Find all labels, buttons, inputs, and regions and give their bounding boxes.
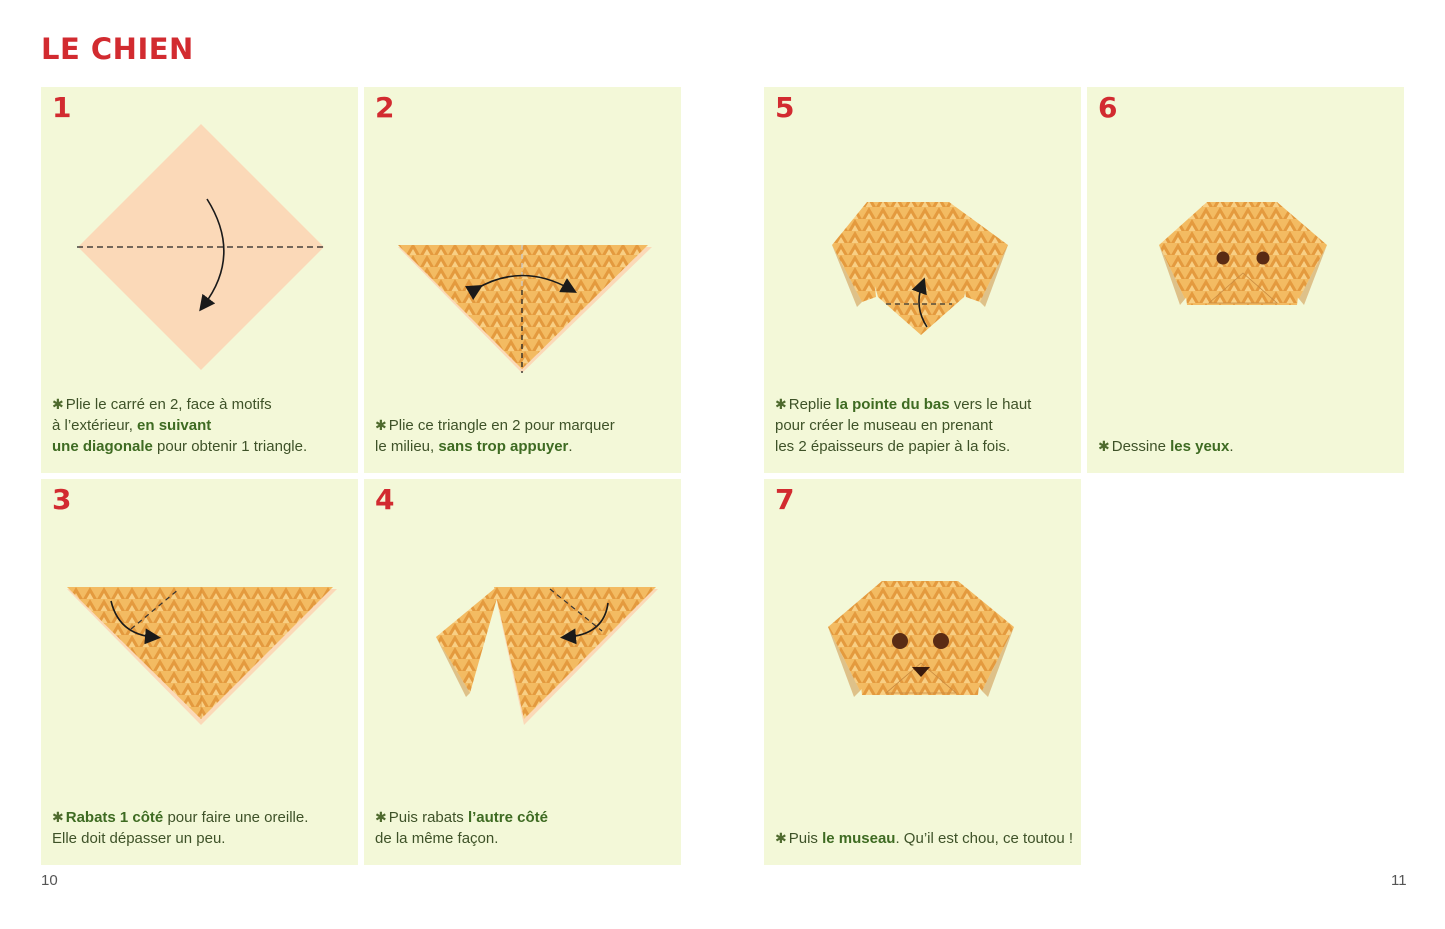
caption-text: vers le haut (949, 396, 1032, 413)
page-title: LE CHIEN (41, 32, 194, 66)
caption-text: Dessine (1111, 438, 1171, 455)
caption-text: . (1229, 438, 1234, 455)
caption-text: Plie le carré en 2, face à motifs (65, 396, 272, 413)
caption-text: la pointe du bas (835, 396, 950, 413)
caption-text: les 2 épaisseurs de papier à la fois. (775, 438, 1011, 455)
bullet-star-icon: ✱ (52, 396, 64, 412)
step-6-illustration (1087, 87, 1404, 387)
bullet-star-icon: ✱ (775, 830, 787, 846)
step-5-caption (775, 394, 1075, 457)
step-3-panel (41, 479, 358, 865)
step-number: 7 (775, 483, 795, 516)
caption-text: . (568, 438, 573, 455)
caption-text: Replie (788, 396, 836, 413)
caption-text: pour faire une oreille. (163, 809, 309, 826)
caption-text: pour créer le museau en prenant (775, 417, 993, 434)
bullet-star-icon: ✱ (775, 396, 787, 412)
step-1-illustration (41, 87, 358, 387)
step-3-caption (52, 807, 352, 849)
caption-text: de la même façon. (375, 830, 499, 847)
caption-text: . Qu’il est chou, ce toutou ! (895, 830, 1074, 847)
left-eye-icon (892, 633, 908, 649)
caption-text: en suivant (137, 417, 212, 434)
step-7-caption (775, 828, 1075, 849)
caption-text: Rabats 1 côté (65, 809, 164, 826)
step-4-caption (375, 807, 675, 849)
caption-text: le museau (822, 830, 896, 847)
caption-text: pour obtenir 1 triangle. (152, 438, 308, 455)
step-number: 6 (1098, 91, 1118, 124)
caption-text: l’autre côté (467, 809, 548, 826)
caption-text: les yeux (1170, 438, 1230, 455)
step-1-panel (41, 87, 358, 473)
caption-text: une diagonale (52, 438, 153, 455)
step-6-caption (1098, 436, 1398, 457)
step-5-illustration (764, 87, 1081, 387)
step-number: 3 (52, 483, 72, 516)
bullet-star-icon: ✱ (375, 809, 387, 825)
step-7-illustration (764, 479, 1081, 779)
right-eye-icon (1257, 252, 1270, 265)
step-number: 4 (375, 483, 395, 516)
bullet-star-icon: ✱ (52, 809, 64, 825)
left-eye-icon (1217, 252, 1230, 265)
right-eye-icon (933, 633, 949, 649)
step-5-panel (764, 87, 1081, 473)
caption-text: à l’extérieur, (52, 417, 138, 434)
caption-text: Plie ce triangle en 2 pour marquer (388, 417, 615, 434)
caption-text: Elle doit dépasser un peu. (52, 830, 226, 847)
caption-text: Puis rabats (388, 809, 468, 826)
caption-text: le milieu, (375, 438, 439, 455)
step-2-panel (364, 87, 681, 473)
page-number-left: 10 (41, 872, 58, 889)
step-number: 5 (775, 91, 795, 124)
step-number: 2 (375, 91, 395, 124)
bullet-star-icon: ✱ (1098, 438, 1110, 454)
step-4-panel (364, 479, 681, 865)
bullet-star-icon: ✱ (375, 417, 387, 433)
step-2-illustration (364, 87, 681, 387)
step-1-caption (52, 394, 352, 457)
step-number: 1 (52, 91, 72, 124)
step-7-panel (764, 479, 1081, 865)
step-6-panel (1087, 87, 1404, 473)
step-2-caption (375, 415, 675, 457)
caption-text: sans trop appuyer (438, 438, 569, 455)
caption-text: Puis (788, 830, 823, 847)
step-3-illustration (41, 479, 358, 779)
page-number-right: 11 (1391, 872, 1407, 889)
step-4-illustration (364, 479, 681, 779)
